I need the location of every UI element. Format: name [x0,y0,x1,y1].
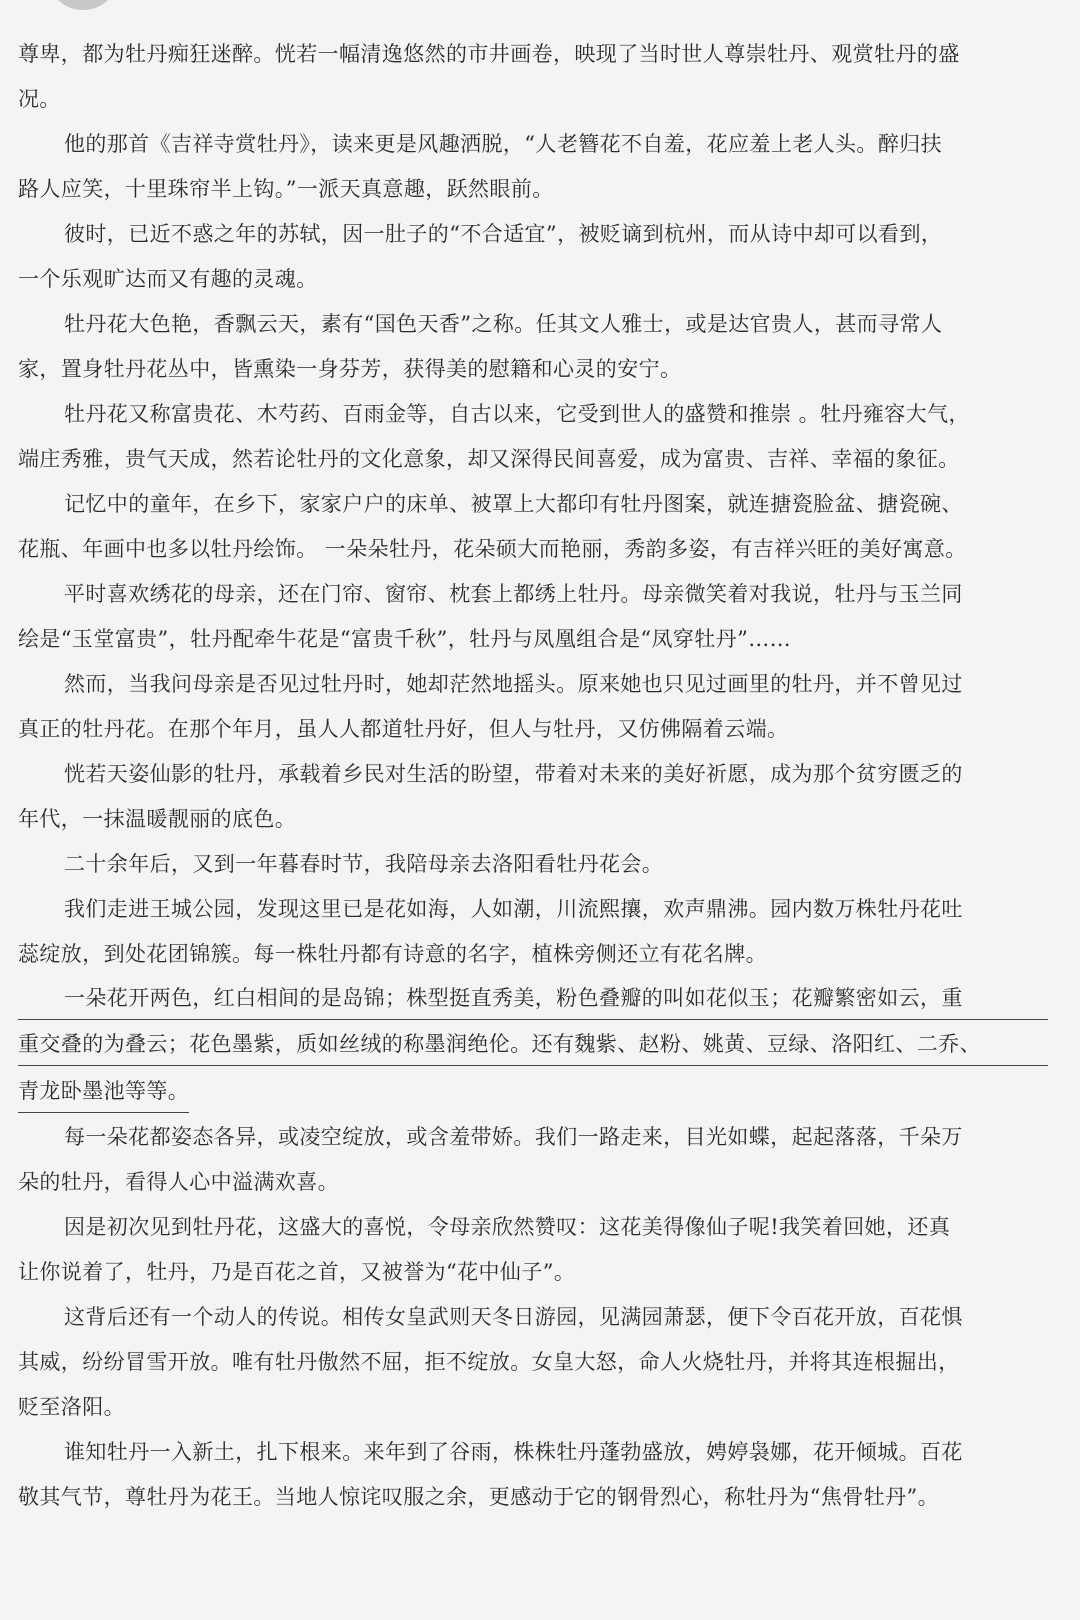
text-line: 牡丹花大色艳，香飘云天，素有“国色天香”之称。任其文人雅士，或是达官贵人，甚而寻常人 [64,312,943,336]
text-line: 敬其气节，尊牡丹为花王。当地人惊诧叹服之余，更感动于它的钢骨烈心，称牡丹为“焦骨牡丹”。 [18,1485,940,1509]
paragraph-16 [18,1430,1048,1520]
paragraph-1 [18,32,1048,122]
paragraph-9 [18,752,1048,842]
paragraph-12-underlined [18,977,1048,1114]
text-line: 路人应笑，十里珠帘半上钩。”一派天真意趣，跃然眼前。 [18,177,554,201]
text-line: 家，置身牡丹花丛中，皆熏染一身芬芳，获得美的慰籍和心灵的安宁。 [18,357,682,381]
text-line: 彼时，已近不惑之年的苏轼，因一肚子的“不合适宜”，被贬谪到杭州，而从诗中却可以看到， [64,222,943,246]
text-line: 贬至洛阳。 [18,1395,125,1419]
paragraph-13 [18,1115,1048,1205]
underlined-text-line: 重交叠的为叠云；花色墨紫，质如丝绒的称墨润绝伦。还有魏紫、赵粉、姚黄、豆绿、洛阳红、二乔、 [18,1023,1048,1066]
underlined-text-line: 一朵花开两色，红白相间的是岛锦；株型挺直秀美，粉色叠瓣的叫如花似玉；花瓣繁密如云，重 [18,977,1048,1020]
paragraph-3 [18,212,1048,302]
text-line: 绘是“玉堂富贵”，牡丹配牵牛花是“富贵千秋”，牡丹与凤凰组合是“凤穿牡丹”…… [18,627,792,651]
text-line: 让你说着了，牡丹，乃是百花之首，又被誉为“花中仙子”。 [18,1260,576,1284]
text-line: 然而，当我问母亲是否见过牡丹时，她却茫然地摇头。原来她也只见过画里的牡丹，并不曾见过 [64,672,963,696]
text-line: 端庄秀雅，贵气天成，然若论牡丹的文化意象，却又深得民间喜爱，成为富贵、吉祥、幸福的象征。 [18,447,960,471]
text-line: 他的那首《吉祥寺赏牡丹》，读来更是风趣洒脱，“人老簪花不自羞，花应羞上老人头。醉归扶 [64,132,943,156]
paragraph-2 [18,122,1048,212]
text-line: 二十余年后，又到一年暮春时节，我陪母亲去洛阳看牡丹花会。 [64,852,664,876]
paragraph-15 [18,1295,1048,1430]
paragraph-14 [18,1205,1048,1295]
paragraph-10 [18,842,1048,887]
text-line: 谁知牡丹一入新土，扎下根来。来年到了谷雨，株株牡丹蓬勃盛放，娉婷袅娜，花开倾城。百花 [64,1440,963,1464]
paragraph-4 [18,302,1048,392]
paragraph-5 [18,392,1048,482]
text-line: 平时喜欢绣花的母亲，还在门帘、窗帘、枕套上都绣上牡丹。母亲微笑着对我说，牡丹与玉兰同 [64,582,963,606]
text-line: 每一朵花都姿态各异，或凌空绽放，或含羞带娇。我们一路走来，目光如蝶，起起落落，千朵万 [64,1125,963,1149]
text-line: 牡丹花又称富贵花、木芍药、百雨金等，自古以来，它受到世人的盛赞和推崇 。牡丹雍容大气， [64,402,970,426]
text-line: 记忆中的童年，在乡下，家家户户的床单、被罩上大都印有牡丹图案，就连搪瓷脸盆、搪瓷碗、 [64,492,963,516]
text-line: 真正的牡丹花。在那个年月，虽人人都道牡丹好，但人与牡丹，又仿佛隔着云端。 [18,717,789,741]
text-line: 其威，纷纷冒雪开放。唯有牡丹傲然不屈，拒不绽放。女皇大怒，命人火烧牡丹，并将其连根掘出， [18,1350,960,1374]
text-line: 因是初次见到牡丹花，这盛大的喜悦，令母亲欣然赞叹：这花美得像仙子呢!我笑着回她，还真 [64,1215,951,1239]
text-line: 蕊绽放，到处花团锦簇。每一株牡丹都有诗意的名字，植株旁侧还立有花名牌。 [18,942,767,966]
underlined-text-line: 青龙卧墨池等等。 [18,1070,189,1113]
paragraph-8 [18,662,1048,752]
text-line: 尊卑，都为牡丹痴狂迷醉。恍若一幅清逸悠然的市井画卷，映现了当时世人尊崇牡丹、观赏牡丹的盛 [18,42,960,66]
text-line: 况。 [18,87,61,111]
text-line: 我们走进王城公园，发现这里已是花如海，人如潮，川流熙攘，欢声鼎沸。园内数万株牡丹花吐 [64,897,963,921]
text-line: 这背后还有一个动人的传说。相传女皇武则天冬日游园，见满园萧瑟，便下令百花开放，百花惧 [64,1305,963,1329]
text-line: 一个乐观旷达而又有趣的灵魂。 [18,267,318,291]
paragraph-11 [18,887,1048,977]
underlined-text-line-wrapper [18,1069,1048,1114]
text-line: 花瓶、年画中也多以牡丹绘饰。 一朵朵牡丹，花朵硕大而艳丽，秀韵多姿，有吉祥兴旺的美好寓意。 [18,537,967,561]
paragraph-7 [18,572,1048,662]
paragraph-6 [18,482,1048,572]
text-line: 年代，一抹温暖靓丽的底色。 [18,807,297,831]
text-line: 朵的牡丹，看得人心中溢满欢喜。 [18,1170,339,1194]
text-line: 恍若天姿仙影的牡丹，承载着乡民对生活的盼望，带着对未来的美好祈愿，成为那个贫穷匮乏的 [64,762,963,786]
